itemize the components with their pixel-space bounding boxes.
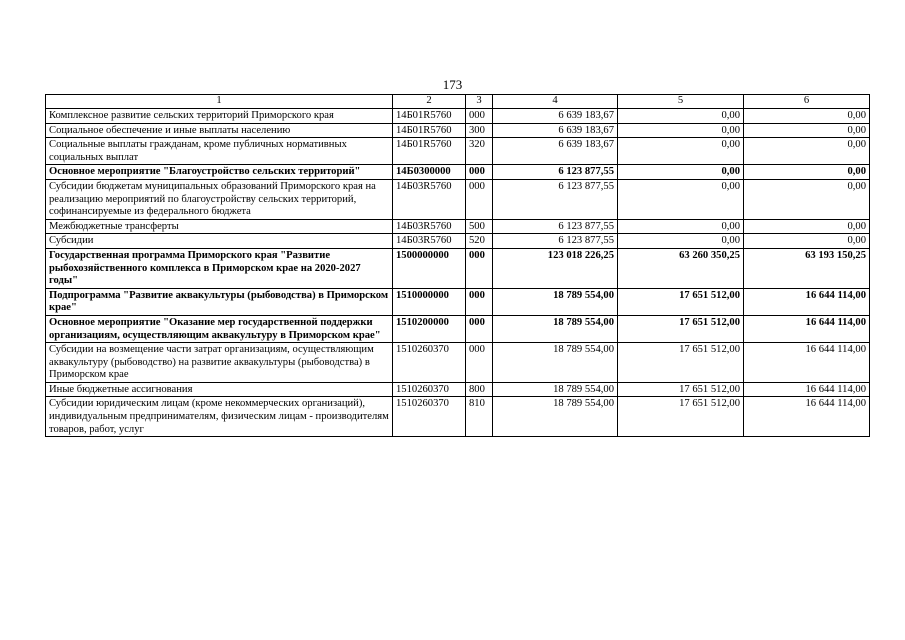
cell-amount-3: 0,00 xyxy=(744,165,870,180)
table-row xyxy=(46,397,870,437)
cell-amount-2: 0,00 xyxy=(618,165,744,180)
cell-type: 000 xyxy=(466,165,493,180)
cell-amount-2: 0,00 xyxy=(618,123,744,138)
cell-code: 1510260370 xyxy=(393,343,466,383)
table-row xyxy=(46,315,870,342)
cell-amount-1: 18 789 554,00 xyxy=(493,343,618,383)
cell-amount-2: 17 651 512,00 xyxy=(618,382,744,397)
cell-amount-2: 17 651 512,00 xyxy=(618,315,744,342)
cell-amount-2: 17 651 512,00 xyxy=(618,288,744,315)
page-number: 173 xyxy=(442,77,463,92)
cell-type: 520 xyxy=(466,234,493,249)
cell-type: 000 xyxy=(466,109,493,124)
cell-amount-2: 0,00 xyxy=(618,219,744,234)
cell-amount-3: 16 644 114,00 xyxy=(744,397,870,437)
column-header-amount-2: 5 xyxy=(618,95,744,109)
table-row xyxy=(46,234,870,249)
table-row xyxy=(46,288,870,315)
cell-code: 1500000000 xyxy=(393,248,466,288)
column-header-amount-3: 6 xyxy=(744,95,870,109)
cell-name: Подпрограмма "Развитие аквакультуры (рыбоводства) в Приморском крае" xyxy=(46,288,393,315)
cell-code: 14Б0300000 xyxy=(393,165,466,180)
column-header-code: 2 xyxy=(393,95,466,109)
cell-amount-1: 18 789 554,00 xyxy=(493,397,618,437)
table-row xyxy=(46,179,870,219)
cell-amount-1: 6 123 877,55 xyxy=(493,165,618,180)
column-header-type: 3 xyxy=(466,95,493,109)
cell-amount-3: 16 644 114,00 xyxy=(744,315,870,342)
cell-amount-3: 0,00 xyxy=(744,138,870,165)
cell-type: 500 xyxy=(466,219,493,234)
cell-code: 14Б01R5760 xyxy=(393,123,466,138)
cell-name: Субсидии бюджетам муниципальных образований Приморского края на реализацию мероприятий по благоустройству сельских территорий, софинансируемые из федерального бюджета xyxy=(46,179,393,219)
cell-code: 14Б01R5760 xyxy=(393,109,466,124)
cell-code: 14Б03R5760 xyxy=(393,219,466,234)
table-row xyxy=(46,138,870,165)
cell-name: Основное мероприятие "Оказание мер государственной поддержки организациям, осуществляющим аквакультуру в Приморском крае" xyxy=(46,315,393,342)
cell-name: Государственная программа Приморского края "Развитие рыбохозяйственного комплекса в Приморском крае на 2020-2027 годы" xyxy=(46,248,393,288)
table-row xyxy=(46,123,870,138)
cell-amount-2: 0,00 xyxy=(618,109,744,124)
cell-amount-3: 0,00 xyxy=(744,234,870,249)
cell-amount-3: 16 644 114,00 xyxy=(744,343,870,383)
cell-amount-2: 17 651 512,00 xyxy=(618,397,744,437)
cell-amount-1: 6 123 877,55 xyxy=(493,219,618,234)
cell-amount-3: 16 644 114,00 xyxy=(744,382,870,397)
cell-name: Межбюджетные трансферты xyxy=(46,219,393,234)
cell-name: Субсидии юридическим лицам (кроме некоммерческих организаций), индивидуальным предпринимателям, физическим лицам - производителям товаров, работ, услуг xyxy=(46,397,393,437)
cell-amount-1: 18 789 554,00 xyxy=(493,288,618,315)
cell-type: 810 xyxy=(466,397,493,437)
cell-name: Субсидии на возмещение части затрат организациям, осуществляющим аквакультуру (рыбоводство) на развитие аквакультуры (рыбоводства) в Приморском крае xyxy=(46,343,393,383)
cell-name: Социальные выплаты гражданам, кроме публичных нормативных социальных выплат xyxy=(46,138,393,165)
budget-table xyxy=(45,94,870,437)
table-row xyxy=(46,165,870,180)
cell-amount-2: 0,00 xyxy=(618,179,744,219)
cell-amount-1: 6 639 183,67 xyxy=(493,123,618,138)
cell-amount-1: 6 123 877,55 xyxy=(493,179,618,219)
table-body xyxy=(46,109,870,437)
cell-name: Основное мероприятие "Благоустройство сельских территорий" xyxy=(46,165,393,180)
cell-amount-1: 6 639 183,67 xyxy=(493,138,618,165)
cell-name: Субсидии xyxy=(46,234,393,249)
cell-code: 1510260370 xyxy=(393,382,466,397)
cell-type: 800 xyxy=(466,382,493,397)
column-header-amount-1: 4 xyxy=(493,95,618,109)
cell-amount-1: 18 789 554,00 xyxy=(493,315,618,342)
cell-code: 14Б01R5760 xyxy=(393,138,466,165)
cell-type: 000 xyxy=(466,343,493,383)
cell-type: 000 xyxy=(466,179,493,219)
cell-amount-3: 16 644 114,00 xyxy=(744,288,870,315)
cell-name: Социальное обеспечение и иные выплаты населению xyxy=(46,123,393,138)
cell-type: 000 xyxy=(466,248,493,288)
cell-type: 320 xyxy=(466,138,493,165)
cell-type: 300 xyxy=(466,123,493,138)
cell-amount-2: 0,00 xyxy=(618,234,744,249)
cell-code: 1510260370 xyxy=(393,397,466,437)
cell-code: 1510200000 xyxy=(393,315,466,342)
cell-amount-1: 6 639 183,67 xyxy=(493,109,618,124)
cell-amount-2: 0,00 xyxy=(618,138,744,165)
cell-amount-3: 63 193 150,25 xyxy=(744,248,870,288)
cell-name: Иные бюджетные ассигнования xyxy=(46,382,393,397)
table-row xyxy=(46,382,870,397)
cell-type: 000 xyxy=(466,315,493,342)
cell-name: Комплексное развитие сельских территорий Приморского края xyxy=(46,109,393,124)
cell-amount-1: 18 789 554,00 xyxy=(493,382,618,397)
cell-amount-3: 0,00 xyxy=(744,179,870,219)
cell-amount-1: 6 123 877,55 xyxy=(493,234,618,249)
cell-amount-2: 63 260 350,25 xyxy=(618,248,744,288)
cell-amount-3: 0,00 xyxy=(744,219,870,234)
cell-amount-2: 17 651 512,00 xyxy=(618,343,744,383)
table-row xyxy=(46,343,870,383)
cell-amount-3: 0,00 xyxy=(744,123,870,138)
cell-type: 000 xyxy=(466,288,493,315)
table-header-row xyxy=(46,95,870,109)
cell-code: 14Б03R5760 xyxy=(393,234,466,249)
cell-code: 1510000000 xyxy=(393,288,466,315)
cell-amount-1: 123 018 226,25 xyxy=(493,248,618,288)
table-row xyxy=(46,219,870,234)
table-row xyxy=(46,248,870,288)
cell-amount-3: 0,00 xyxy=(744,109,870,124)
column-header-name: 1 xyxy=(46,95,393,109)
cell-code: 14Б03R5760 xyxy=(393,179,466,219)
table-row xyxy=(46,109,870,124)
